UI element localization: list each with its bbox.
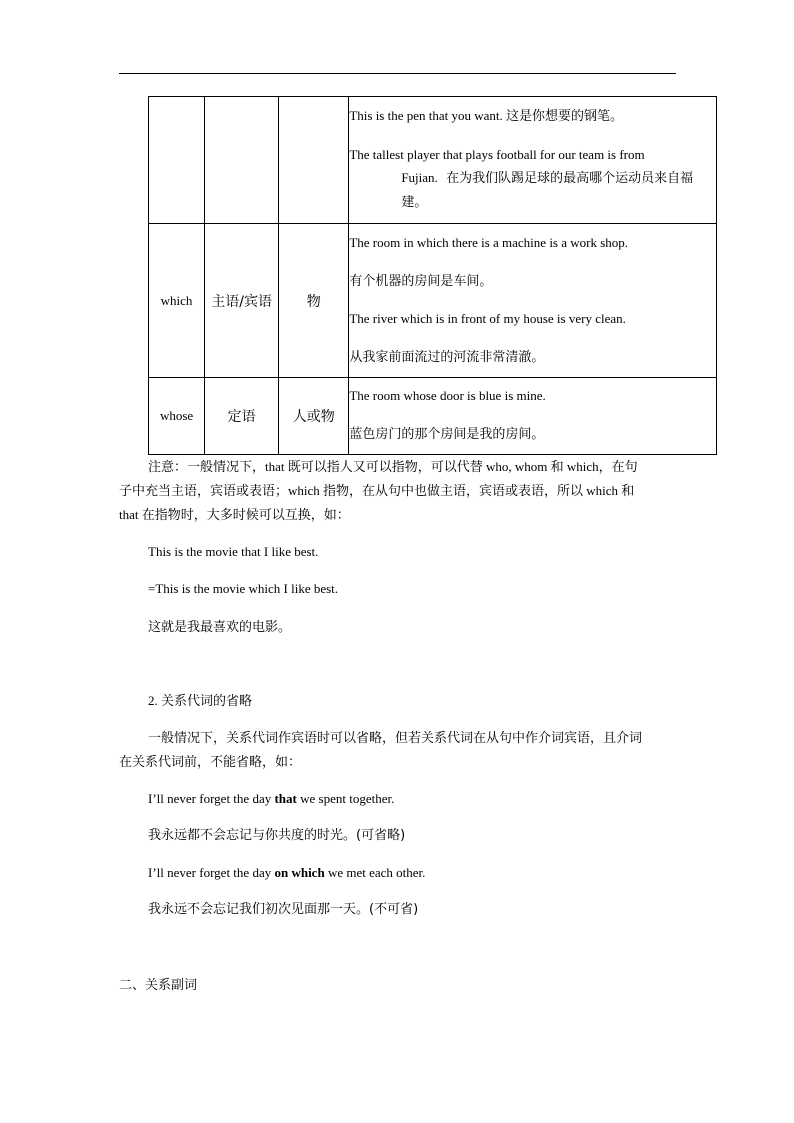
word-cell	[149, 97, 205, 224]
word-cell: whose	[149, 378, 205, 455]
table-row	[149, 378, 717, 455]
example-chinese: 从我家前面流过的河流非常清澈。	[349, 349, 545, 365]
example-english: I’ll never forget the day on which we met each other.	[148, 865, 426, 880]
example-english: The room in which there is a machine is a work shop.	[349, 234, 629, 250]
examples-cell	[349, 224, 717, 378]
example-english: This is the movie that I like best.	[148, 544, 319, 559]
example-chinese: 这就是我最喜欢的电影。	[148, 620, 292, 635]
function-cell: 主语/宾语	[205, 224, 279, 378]
emphasis: on which	[274, 865, 325, 880]
header-rule	[119, 73, 676, 74]
example-line: The tallest player that plays football for our team is from	[349, 147, 645, 162]
example-chinese: 蓝色房门的那个房间是我的房间。	[349, 427, 545, 442]
example-line: This is the pen that you want. 这是你想要的钢笔。	[349, 108, 624, 124]
paragraph-line: 一般情况下，关系代词作宾语时可以省略，但若关系代词在从句中作介词宾语，且介词	[148, 730, 643, 745]
example-chinese: 我永远不会忘记我们初次见面那一天。(不可省)	[148, 902, 419, 917]
paragraph-line: 在关系代词前，不能省略，如：	[119, 754, 302, 769]
example-english: The room whose door is blue is mine.	[349, 388, 546, 403]
note-line: that 在指物时，大多时候可以互换，如：	[119, 507, 350, 522]
note-line: 子中充当主语，宾语或表语；which 指物，在从句中也做主语，宾语或表语，所以 which 和	[119, 483, 635, 498]
examples-cell	[349, 378, 717, 455]
examples-cell	[349, 97, 717, 224]
section-heading: 二、关系副词	[119, 978, 198, 993]
note-line: 注意：一般情况下，that 既可以指人又可以指物，可以代替 who, whom 和 which，在句	[148, 459, 638, 474]
referent-cell: 物	[279, 224, 349, 378]
example-chinese: 有个机器的房间是车间。	[349, 273, 493, 289]
function-cell: 定语	[205, 378, 279, 455]
example-english: I’ll never forget the day that we spent together.	[148, 791, 395, 806]
section-heading: 2. 关系代词的省略	[148, 693, 253, 708]
table-row	[149, 97, 717, 224]
word-cell: which	[149, 224, 205, 378]
table-row	[149, 224, 717, 378]
example-chinese: 我永远都不会忘记与你共度的时光。(可省略)	[148, 828, 406, 843]
function-cell	[205, 97, 279, 224]
referent-cell: 人或物	[279, 378, 349, 455]
referent-cell	[279, 97, 349, 224]
example-english: =This is the movie which I like best.	[148, 581, 339, 596]
emphasis: that	[274, 791, 297, 806]
relative-pronoun-table	[148, 96, 717, 455]
example-line-continued: Fujian. 在为我们队踢足球的最高哪个运动员来自福建。	[401, 170, 694, 210]
example-english: The river which is in front of my house is very clean.	[349, 310, 626, 326]
